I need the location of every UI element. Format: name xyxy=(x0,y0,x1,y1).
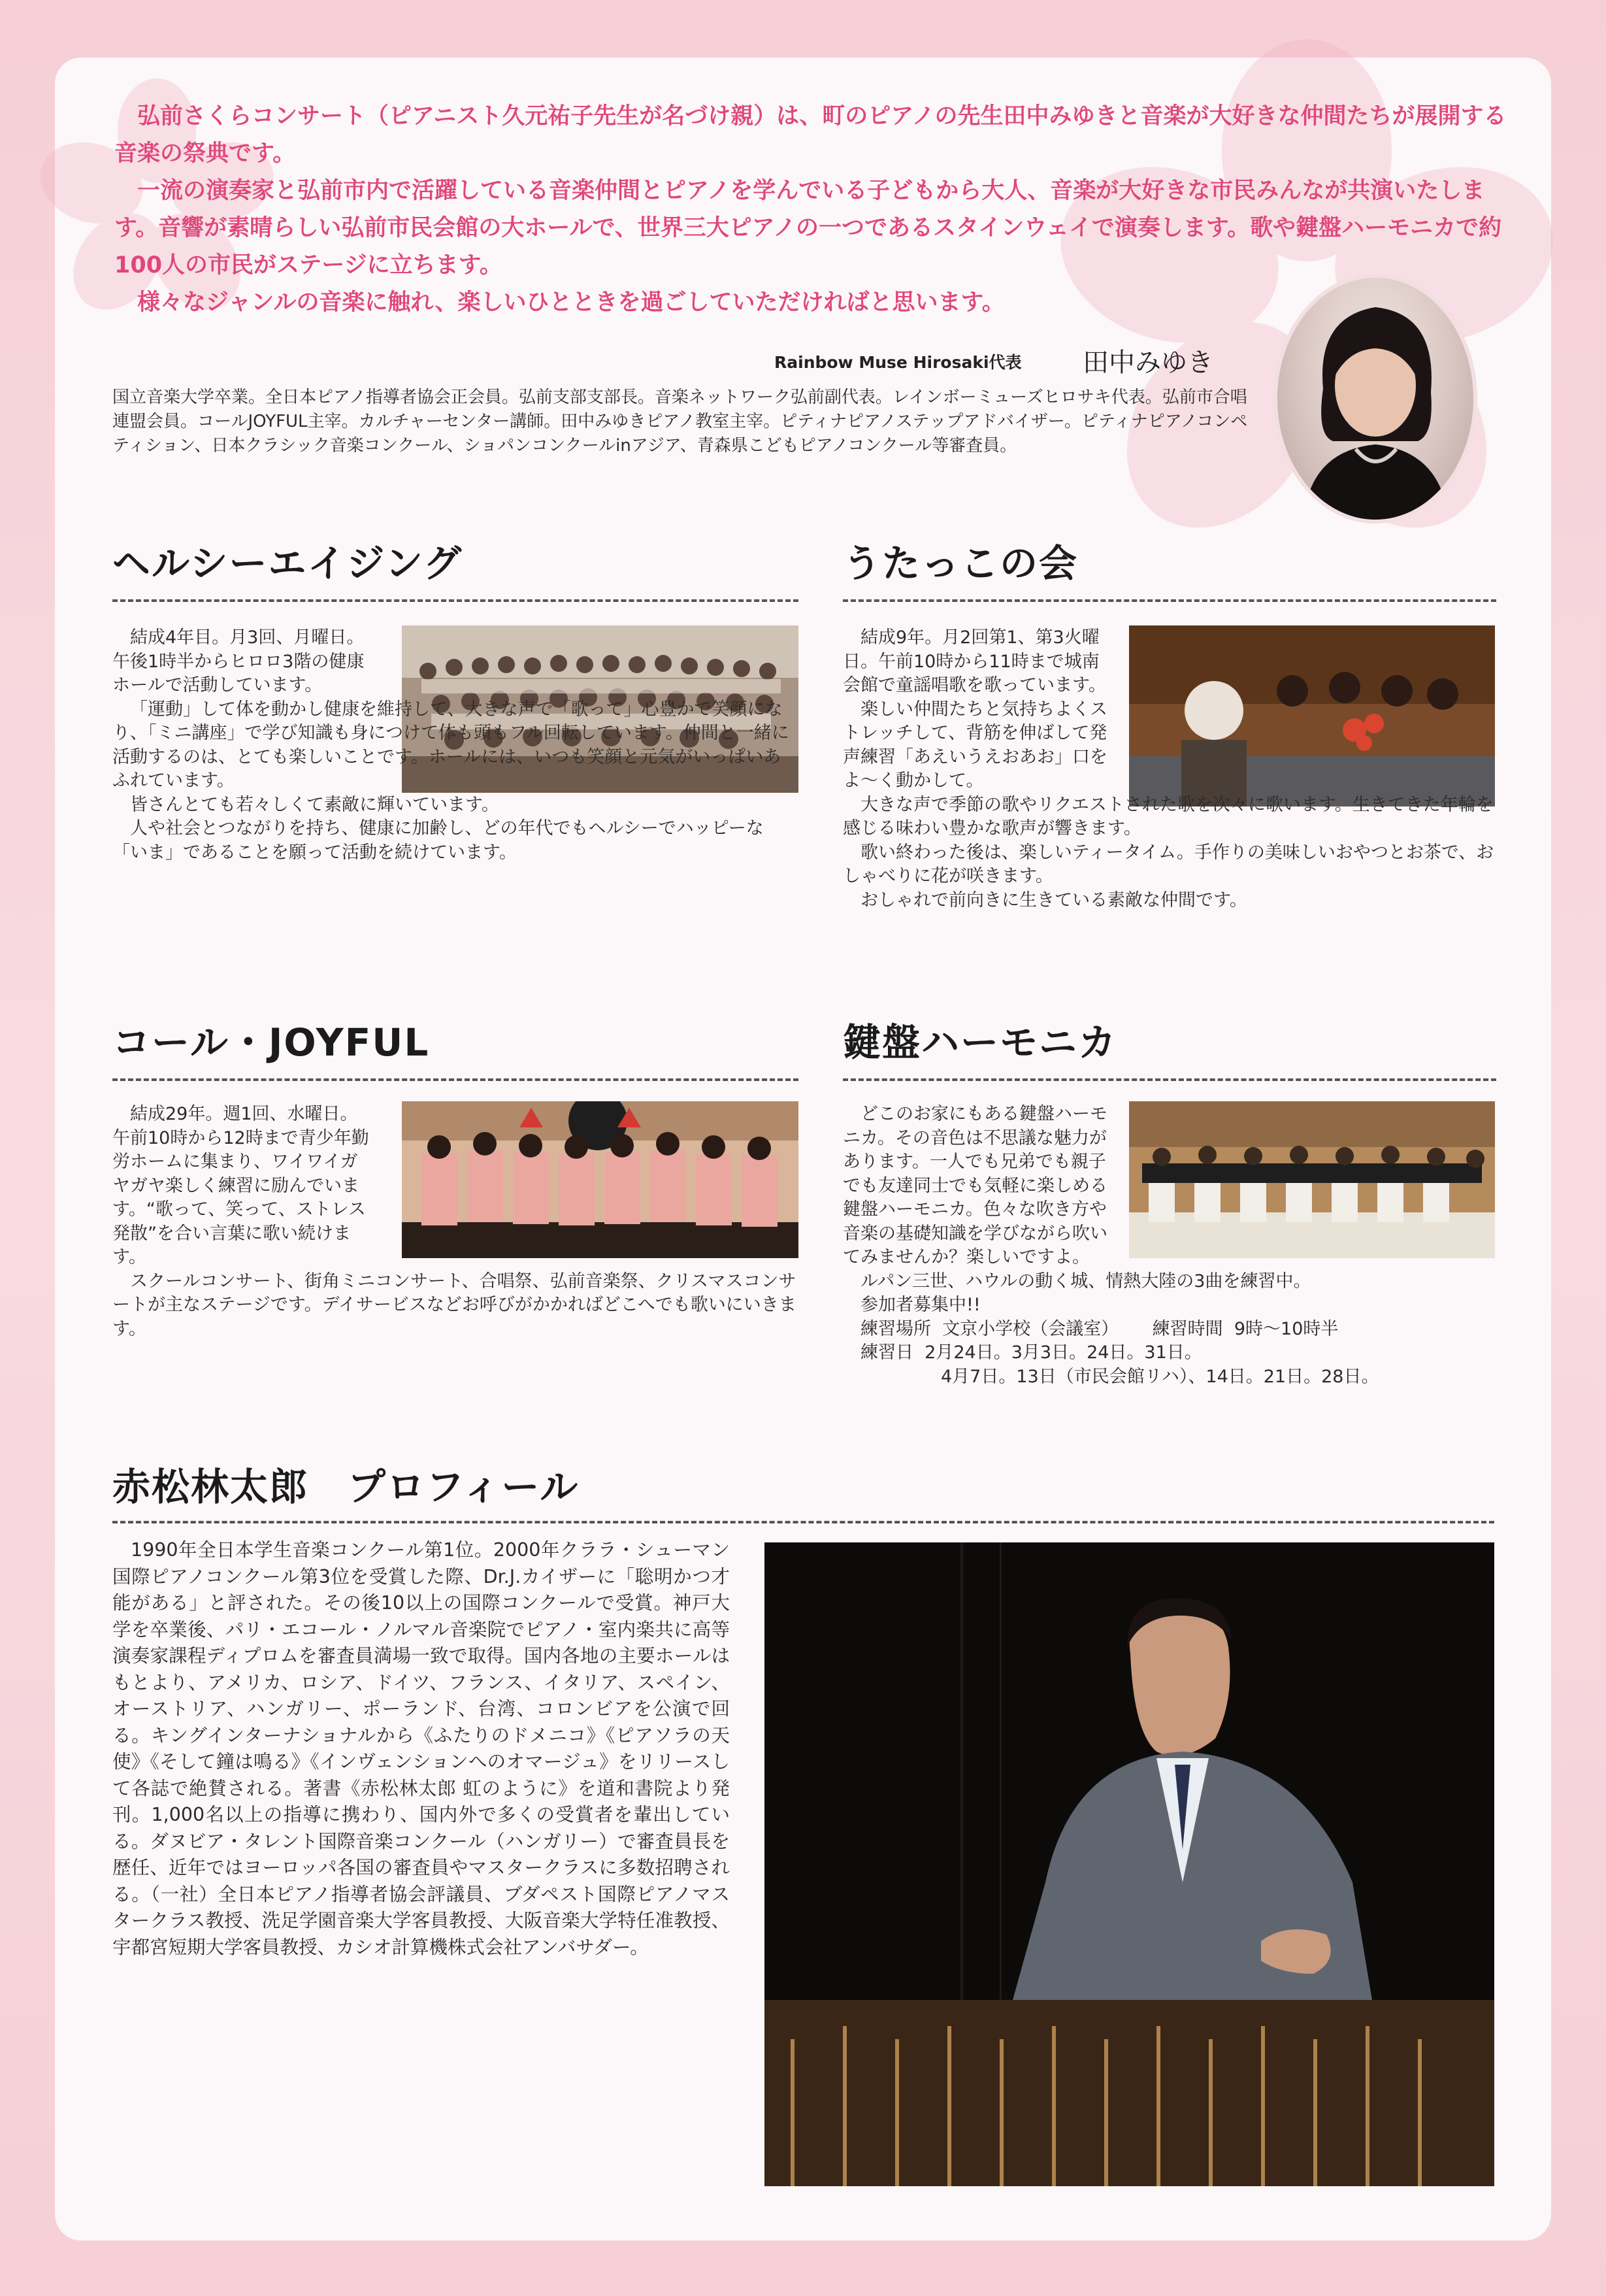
utakko-paragraph: 楽しい仲間たちと気持ちよくストレッチして、背筋を伸ばして発声練習「あえいうえおあお」口をよ〜く動かして。 xyxy=(843,699,1107,791)
harmonica-schedule xyxy=(843,1318,1496,1389)
section-divider xyxy=(843,1078,1496,1081)
pianist-photo xyxy=(764,1542,1494,2186)
practice-time: 9時〜10時半 xyxy=(1234,1318,1339,1339)
utakko-paragraph: 結成9年。月2回第1、第3火曜日。午前10時から11時まで城南会館で童謡唱歌を歌っています。 xyxy=(843,627,1106,695)
practice-days-line2: 4月7日。13日（市民会館リハ）、14日。21日。28日。 xyxy=(941,1366,1379,1387)
section-title-utakko: うたっこの会 xyxy=(843,541,1079,586)
representative-portrait xyxy=(1277,278,1473,520)
intro-paragraph: 様々なジャンルの音楽に触れ、楽しいひとときを過ごしていただければと思います。 xyxy=(137,290,1005,316)
harmonica-paragraph: どこのお家にもある鍵盤ハーモニカ。その音色は不思議な魅力があります。一人でも兄弟でも親子でも友達同士でも気軽に楽しめる鍵盤ハーモニカ。色々な吹き方や音楽の基礎知識を学びながら吹いてみませんか？楽しいですよ。 xyxy=(843,1104,1107,1267)
representative-bio: 国立音楽大学卒業。全日本ピアノ指導者協会正会員。弘前支部支部長。音楽ネットワーク弘前副代表。レインボーミューズヒロサキ代表。弘前市合唱連盟会員。コールJOYFUL主宰。カルチャーセンター講師。田中みゆきピアノ教室主宰。ピティナピアノステップアドバイザー。ピティナピアノコンペティション、日本クラシック音楽コンクール、ショパンコンクールinアジア、青森県こどもピアノコンクール等審査員。 xyxy=(112,388,1248,456)
harmonica-paragraph: ルパン三世、ハウルの動く城、情熱大陸の3曲を練習中。 xyxy=(860,1271,1311,1291)
signature-role: Rainbow Muse Hirosaki代表 xyxy=(774,353,1022,372)
profile-text xyxy=(112,1537,730,1961)
intro-text xyxy=(114,98,1513,322)
joyful-paragraph: スクールコンサート、街角ミニコンサート、合唱祭、弘前音楽祭、クリスマスコンサートが主なステージです。デイサービスなどお呼びがかかればどこへでも歌いにいきます。 xyxy=(112,1271,796,1339)
joyful-paragraph: 結成29年。週1回、水曜日。午前10時から12時まで青少年勤労ホームに集まり、ワイワイガヤガヤ楽しく練習に励んでいます。“歌って、笑って、ストレス発散”を合い言葉に歌い続けます。 xyxy=(112,1104,369,1267)
intro-paragraph: 一流の演奏家と弘前市内で活躍している音楽仲間とピアノを学んでいる子どもから大人、音楽が大好きな市民みんなが共演いたします。音響が素晴らしい弘前市民会館の大ホールで、世界三大ピアノの一つであるスタインウェイで演奏します。歌や鍵盤ハーモニカで約100人の市民がステージに立ちます。 xyxy=(114,178,1502,278)
utakko-paragraph: 歌い終わった後は、楽しいティータイム。手作りの美味しいおやつとお茶で、おしゃべりに花が咲きます。 xyxy=(843,842,1494,886)
section-title-joyful: コール・JOYFUL xyxy=(112,1020,430,1065)
joyful-text xyxy=(112,1103,798,1341)
practice-place-label: 練習場所 xyxy=(860,1318,931,1339)
harmonica-text xyxy=(843,1103,1496,1389)
healthy-aging-paragraph: 「運動」して体を動かし健康を維持して、大きな声で「歌って」心豊かで笑顔になり、「ミニ講座」で学び知識も身につけて体も頭もフル回転しています。仲間と一緒に活動するのは、とても楽しいことです。ホールには、いつも笑顔と元気がいっぱいあふれています。 xyxy=(112,699,789,791)
section-divider xyxy=(843,599,1496,602)
utakko-text xyxy=(843,626,1496,912)
practice-place: 文京小学校（会議室） xyxy=(942,1318,1119,1339)
healthy-aging-paragraph: 人や社会とつながりを持ち、健康に加齢し、どの年代でもヘルシーでハッピーな「いま」であることを願って活動を続けています。 xyxy=(112,818,764,863)
healthy-aging-text xyxy=(112,626,798,865)
profile-paragraph: 1990年全日本学生音楽コンクール第1位。2000年クララ・シューマン国際ピアノコンクール第3位を受賞した際、Dr.J.カイザーに「聡明かつ才能がある」と評された。その後10以上の国際コンクールで受賞。神戸大学を卒業後、パリ・エコール・ノルマル音楽院でピアノ・室内楽共に高等演奏家課程ディプロムを審査員満場一致で取得。国内各地の主要ホールはもとより、アメリカ、ロシア、ドイツ、フランス、イタリア、スペイン、オーストリア、ハンガリー、ポーランド、台湾、コロンビアを公演で回る。キングインターナショナルから《ふたりのドメニコ》《ピアソラの天使》《そして鐘は鳴る》《インヴェンションへのオマージュ》をリリースして各誌で絶賛される。著書《赤松林太郎 虹のように》を道和書院より発刊。1,000名以上の指導に携わり、国内外で多くの受賞者を輩出している。ダヌビア・タレント国際音楽コンクール（ハンガリー）で審査員長を歴任、近年ではヨーロッパ各国の審査員やマスタークラスに多数招聘される。（一社）全日本ピアノ指導者協会評議員、ブダペスト国際ピアノマスタークラス教授、洗足学園音楽大学客員教授、大阪音楽大学特任准教授、宇都宮短期大学客員教授、カシオ計算機株式会社アンバサダー。 xyxy=(112,1539,730,1958)
healthy-aging-paragraph: 結成4年目。月3回、月曜日。午後1時半からヒロロ3階の健康ホールで活動しています。 xyxy=(112,627,365,695)
utakko-paragraph: 大きな声で季節の歌やリクエストされた歌を次々に歌います。生きてきた年輪を感じる味わい豊かな歌声が響きます。 xyxy=(843,794,1494,839)
practice-days-line1: 2月24日。3月3日。24日。31日。 xyxy=(925,1342,1202,1363)
harmonica-paragraph: 参加者募集中!! xyxy=(860,1295,981,1315)
healthy-aging-paragraph: 皆さんとても若々しくて素敵に輝いています。 xyxy=(130,794,499,815)
section-title-healthy-aging: ヘルシーエイジング xyxy=(112,541,463,586)
section-divider xyxy=(112,1521,1494,1523)
section-divider xyxy=(112,599,798,602)
practice-time-label: 練習時間 xyxy=(1152,1318,1223,1339)
intro-paragraph: 弘前さくらコンサート（ピアニスト久元祐子先生が名づけ親）は、町のピアノの先生田中みゆきと音楽が大好きな仲間たちが展開する音楽の祭典です。 xyxy=(114,103,1507,167)
signature-name: 田中みゆき xyxy=(1083,348,1213,378)
section-title-profile: 赤松林太郎 プロフィール xyxy=(112,1465,580,1509)
section-title-harmonica: 鍵盤ハーモニカ xyxy=(843,1020,1118,1065)
practice-days-label: 練習日 xyxy=(860,1342,913,1363)
utakko-paragraph: おしゃれで前向きに生きている素敵な仲間です。 xyxy=(860,890,1247,910)
section-divider xyxy=(112,1078,798,1081)
